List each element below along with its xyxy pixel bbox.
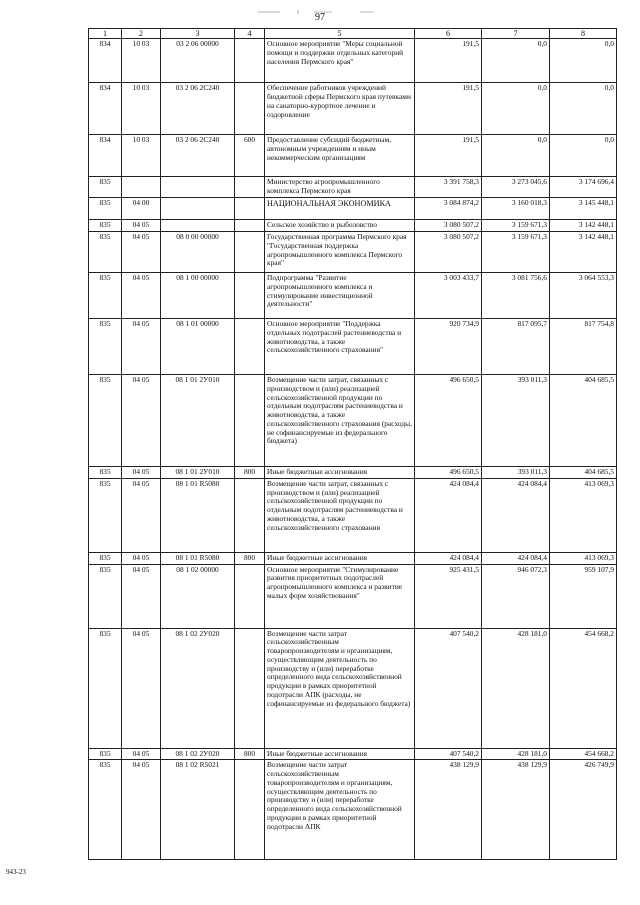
cell-amount-year-1: 407 540,2 — [415, 748, 482, 760]
cell-amount-year-2: 3 160 018,3 — [482, 198, 550, 220]
cell-target-article — [161, 198, 235, 220]
cell-amount-year-3: 413 069,3 — [550, 552, 617, 564]
table-row — [89, 198, 617, 220]
cell-target-article: 03 2 06 00000 — [161, 39, 235, 83]
cell-section: 04 05 — [122, 760, 161, 860]
column-header-5: 5 — [265, 29, 415, 39]
cell-name: Предоставление субсидий бюджетным, автономным учреждениям и иным некоммерческим организациям — [265, 135, 415, 177]
cell-amount-year-2: 0,0 — [482, 83, 550, 135]
cell-section — [122, 177, 161, 198]
cell-ministry-code: 835 — [89, 319, 122, 375]
cell-expense-type — [235, 273, 265, 319]
cell-section: 04 05 — [122, 319, 161, 375]
table-row — [89, 467, 617, 479]
column-header-8: 8 — [550, 29, 617, 39]
cell-name: Основное мероприятие "Стимулирование развития приоритетных подотраслей агропромышленного комплекса и развитие малых форм хозяйствования" — [265, 564, 415, 628]
cell-amount-year-1: 925 431,5 — [415, 564, 482, 628]
table-row — [89, 748, 617, 760]
cell-target-article: 08 1 01 00000 — [161, 319, 235, 375]
cell-name: Государственная программа Пермского края "Государственная поддержка агропромышленного комплекса Пермского края" — [265, 232, 415, 273]
cell-name: Возмещение части затрат сельскохозяйственным товаропроизводителям и организациям, осуществляющим деятельность по производству и (или) переработке определенного вида сельскохозяйственной продукции в рамках приоритетной подотрасли АПК — [265, 760, 415, 860]
cell-amount-year-3: 413 069,3 — [550, 478, 617, 552]
cell-section: 10 03 — [122, 135, 161, 177]
cell-ministry-code: 835 — [89, 273, 122, 319]
cell-amount-year-3: 0,0 — [550, 83, 617, 135]
cell-section: 04 05 — [122, 467, 161, 479]
cell-expense-type — [235, 760, 265, 860]
cell-target-article: 08 1 02 R5021 — [161, 760, 235, 860]
cell-expense-type — [235, 198, 265, 220]
cell-target-article: 08 1 01 2У010 — [161, 467, 235, 479]
cell-expense-type — [235, 375, 265, 467]
cell-section: 04 05 — [122, 628, 161, 748]
cell-target-article: 08 1 02 00000 — [161, 564, 235, 628]
cell-section: 04 00 — [122, 198, 161, 220]
cell-name: Основное мероприятие "Меры социальной помощи и поддержки отдельных категорий населения Пермского края" — [265, 39, 415, 83]
cell-amount-year-2: 3 273 045,6 — [482, 177, 550, 198]
cell-amount-year-1: 3 080 507,2 — [415, 232, 482, 273]
cell-name: Министерство агропромышленного комплекса Пермского края — [265, 177, 415, 198]
cell-amount-year-2: 3 159 671,3 — [482, 220, 550, 232]
cell-amount-year-1: 3 391 758,3 — [415, 177, 482, 198]
cell-target-article: 08 1 02 2У020 — [161, 628, 235, 748]
cell-expense-type — [235, 319, 265, 375]
cell-ministry-code: 835 — [89, 552, 122, 564]
cell-target-article: 08 0 00 00000 — [161, 232, 235, 273]
cell-amount-year-1: 920 734,9 — [415, 319, 482, 375]
table-row — [89, 760, 617, 860]
cell-amount-year-1: 3 003 433,7 — [415, 273, 482, 319]
table-row — [89, 177, 617, 198]
cell-name: НАЦИОНАЛЬНАЯ ЭКОНОМИКА — [265, 198, 415, 220]
cell-amount-year-3: 3 145 448,1 — [550, 198, 617, 220]
column-header-4: 4 — [235, 29, 265, 39]
cell-section: 04 05 — [122, 564, 161, 628]
cell-amount-year-3: 959 107,9 — [550, 564, 617, 628]
cell-name: Обеспечение работников учреждений бюджетной сферы Пермского края путевками на санаторно-курортное лечение и оздоровление — [265, 83, 415, 135]
cell-amount-year-2: 428 181,0 — [482, 748, 550, 760]
cell-target-article — [161, 220, 235, 232]
cell-target-article: 08 1 02 2У020 — [161, 748, 235, 760]
cell-name: Основное мероприятие "Поддержка отдельных подотраслей растениеводства и животноводства, а также сельскохозяйственного страхования" — [265, 319, 415, 375]
table-row — [89, 564, 617, 628]
cell-section: 04 05 — [122, 748, 161, 760]
cell-amount-year-2: 393 011,3 — [482, 375, 550, 467]
cell-expense-type — [235, 220, 265, 232]
cell-ministry-code: 835 — [89, 760, 122, 860]
cell-expense-type: 800 — [235, 552, 265, 564]
table-row — [89, 478, 617, 552]
table-row — [89, 319, 617, 375]
cell-expense-type: 800 — [235, 748, 265, 760]
cell-amount-year-2: 428 181,0 — [482, 628, 550, 748]
cell-expense-type — [235, 39, 265, 83]
cell-name: Иные бюджетные ассигнования — [265, 467, 415, 479]
cell-ministry-code: 835 — [89, 628, 122, 748]
table-row — [89, 39, 617, 83]
table-row — [89, 135, 617, 177]
cell-ministry-code: 834 — [89, 39, 122, 83]
table-row — [89, 220, 617, 232]
cell-amount-year-3: 3 142 448,1 — [550, 220, 617, 232]
column-header-3: 3 — [161, 29, 235, 39]
table-row — [89, 375, 617, 467]
column-header-6: 6 — [415, 29, 482, 39]
cell-amount-year-3: 3 142 448,1 — [550, 232, 617, 273]
cell-section: 04 05 — [122, 220, 161, 232]
cell-expense-type — [235, 177, 265, 198]
cell-target-article: 08 1 00 00000 — [161, 273, 235, 319]
page-footer-code: 943-23 — [6, 868, 26, 876]
cell-expense-type — [235, 232, 265, 273]
cell-amount-year-1: 496 650,5 — [415, 375, 482, 467]
cell-section: 10 03 — [122, 83, 161, 135]
cell-target-article: 08 1 01 R5080 — [161, 478, 235, 552]
cell-amount-year-2: 817 095,7 — [482, 319, 550, 375]
cell-target-article — [161, 177, 235, 198]
cell-amount-year-3: 0,0 — [550, 39, 617, 83]
cell-ministry-code: 835 — [89, 198, 122, 220]
cell-section: 04 05 — [122, 232, 161, 273]
cell-section: 04 05 — [122, 273, 161, 319]
cell-amount-year-1: 438 129,9 — [415, 760, 482, 860]
cell-expense-type — [235, 628, 265, 748]
cell-target-article: 08 1 01 R5080 — [161, 552, 235, 564]
cell-target-article: 03 2 06 2С240 — [161, 135, 235, 177]
cell-amount-year-1: 191,5 — [415, 39, 482, 83]
cell-amount-year-3: 3 064 553,3 — [550, 273, 617, 319]
cell-amount-year-1: 424 084,4 — [415, 478, 482, 552]
cell-target-article: 03 2 06 2С240 — [161, 83, 235, 135]
cell-amount-year-3: 454 668,2 — [550, 628, 617, 748]
cell-section: 04 05 — [122, 552, 161, 564]
cell-amount-year-2: 438 129,9 — [482, 760, 550, 860]
cell-name: Подпрограмма "Развитие агропромышленного комплекса и стимулирование инвестиционной деятельности" — [265, 273, 415, 319]
cell-name: Иные бюджетные ассигнования — [265, 748, 415, 760]
cell-amount-year-2: 424 084,4 — [482, 552, 550, 564]
table-row — [89, 628, 617, 748]
cell-amount-year-2: 3 159 671,3 — [482, 232, 550, 273]
cell-ministry-code: 834 — [89, 135, 122, 177]
budget-table — [88, 28, 617, 860]
cell-section: 04 05 — [122, 478, 161, 552]
cell-amount-year-3: 3 174 696,4 — [550, 177, 617, 198]
cell-ministry-code: 835 — [89, 232, 122, 273]
table-row — [89, 232, 617, 273]
cell-amount-year-3: 404 685,5 — [550, 375, 617, 467]
cell-amount-year-2: 393 011,3 — [482, 467, 550, 479]
cell-ministry-code: 835 — [89, 564, 122, 628]
column-header-1: 1 — [89, 29, 122, 39]
cell-ministry-code: 835 — [89, 375, 122, 467]
cell-amount-year-1: 191,5 — [415, 135, 482, 177]
cell-amount-year-1: 3 084 874,2 — [415, 198, 482, 220]
budget-table-body — [89, 39, 617, 860]
cell-target-article: 08 1 01 2У010 — [161, 375, 235, 467]
cell-expense-type — [235, 83, 265, 135]
cell-section: 10 03 — [122, 39, 161, 83]
cell-amount-year-3: 0,0 — [550, 135, 617, 177]
cell-amount-year-3: 454 668,2 — [550, 748, 617, 760]
cell-section: 04 05 — [122, 375, 161, 467]
column-header-7: 7 — [482, 29, 550, 39]
cell-amount-year-2: 946 072,3 — [482, 564, 550, 628]
cell-amount-year-2: 424 084,4 — [482, 478, 550, 552]
cell-expense-type: 800 — [235, 467, 265, 479]
cell-name: Сельское хозяйство и рыболовство — [265, 220, 415, 232]
cell-name: Возмещение части затрат, связанных с производством и (или) реализацией сельскохозяйственной продукции по отдельным подотраслям растениеводства и животноводства, а также сельскохозяйственного страхования (расходы, не софинансируемые из федерального бюджета) — [265, 375, 415, 467]
cell-expense-type — [235, 564, 265, 628]
scan-artifact-marks — [240, 2, 400, 8]
cell-amount-year-3: 817 754,8 — [550, 319, 617, 375]
cell-ministry-code: 835 — [89, 467, 122, 479]
cell-expense-type: 600 — [235, 135, 265, 177]
cell-amount-year-1: 3 080 507,2 — [415, 220, 482, 232]
cell-ministry-code: 835 — [89, 177, 122, 198]
cell-amount-year-1: 496 650,5 — [415, 467, 482, 479]
cell-ministry-code: 835 — [89, 220, 122, 232]
cell-expense-type — [235, 478, 265, 552]
cell-amount-year-3: 426 749,9 — [550, 760, 617, 860]
cell-ministry-code: 834 — [89, 83, 122, 135]
cell-amount-year-2: 3 081 756,6 — [482, 273, 550, 319]
cell-amount-year-2: 0,0 — [482, 135, 550, 177]
cell-amount-year-1: 424 084,4 — [415, 552, 482, 564]
table-row — [89, 83, 617, 135]
page-number: 97 — [315, 12, 325, 23]
cell-amount-year-3: 404 685,5 — [550, 467, 617, 479]
cell-amount-year-2: 0,0 — [482, 39, 550, 83]
cell-ministry-code: 835 — [89, 748, 122, 760]
cell-name: Возмещение части затрат сельскохозяйственным товаропроизводителям и организациям, осуществляющим деятельность по производству и (или) переработке определенного вида сельскохозяйственной продукции в рамках приоритетной подотрасли АПК (расходы, не софинансируемые из федерального бюджета) — [265, 628, 415, 748]
column-header-2: 2 — [122, 29, 161, 39]
cell-name: Возмещение части затрат, связанных с производством и (или) реализацией сельскохозяйственной продукции по отдельным подотраслям растениеводства и животноводства, а также сельскохозяйственного страхования — [265, 478, 415, 552]
table-header-row — [89, 29, 617, 39]
table-row — [89, 273, 617, 319]
cell-name: Иные бюджетные ассигнования — [265, 552, 415, 564]
cell-ministry-code: 835 — [89, 478, 122, 552]
cell-amount-year-1: 407 540,2 — [415, 628, 482, 748]
table-row — [89, 552, 617, 564]
cell-amount-year-1: 191,5 — [415, 83, 482, 135]
